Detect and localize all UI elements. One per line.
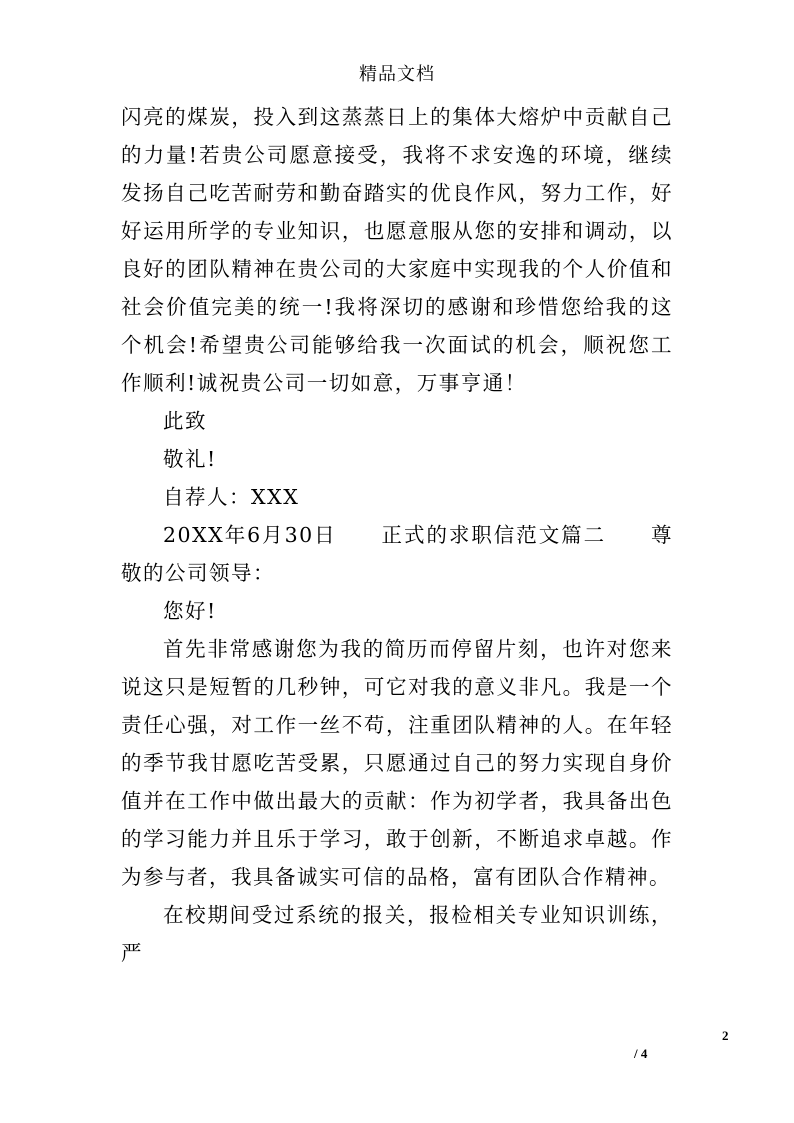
page-total: / 4 <box>634 1046 648 1061</box>
paragraph-date-title: 20XX年6月30日 正式的求职信范文篇二 尊敬的公司领导： <box>121 523 673 585</box>
paragraph-signature: 自荐人：XXX <box>163 485 300 509</box>
page-number: 2 <box>722 1028 729 1043</box>
paragraph-salutation: 敬礼! <box>163 447 217 471</box>
paragraph-closing: 此致 <box>163 409 207 433</box>
paragraph-education: 在校期间受过系统的报关，报检相关专业知识训练，严 <box>121 903 673 965</box>
document-body <box>121 98 673 972</box>
paragraph-continuation: 闪亮的煤炭，投入到这蒸蒸日上的集体大熔炉中贡献自己的力量!若贵公司愿意接受，我将不求安逸的环境，继续发扬自己吃苦耐劳和勤奋踏实的优良作风，努力工作，好好运用所学的专业知识，也愿意服从您的安排和调动，以良好的团队精神在贵公司的大家庭中实现我的个人价值和社会价值完美的统一!我将深切的感谢和珍惜您给我的这个机会!希望贵公司能够给我一次面试的机会，顺祝您工作顺利!诚祝贵公司一切如意，万事亨通！ <box>121 105 673 395</box>
document-header: 精品文档 <box>359 64 435 85</box>
paragraph-introduction: 首先非常感谢您为我的简历而停留片刻，也许对您来说这只是短暂的几秒钟，可它对我的意义非凡。我是一个责任心强，对工作一丝不苟，注重团队精神的人。在年轻的季节我甘愿吃苦受累，只愿通过自己的努力实现自身价值并在工作中做出最大的贡献：作为初学者，我具备出色的学习能力并且乐于学习，敢于创新，不断追求卓越。作为参与者，我具备诚实可信的品格，富有团队合作精神。 <box>121 637 673 889</box>
paragraph-greeting: 您好! <box>163 599 217 623</box>
